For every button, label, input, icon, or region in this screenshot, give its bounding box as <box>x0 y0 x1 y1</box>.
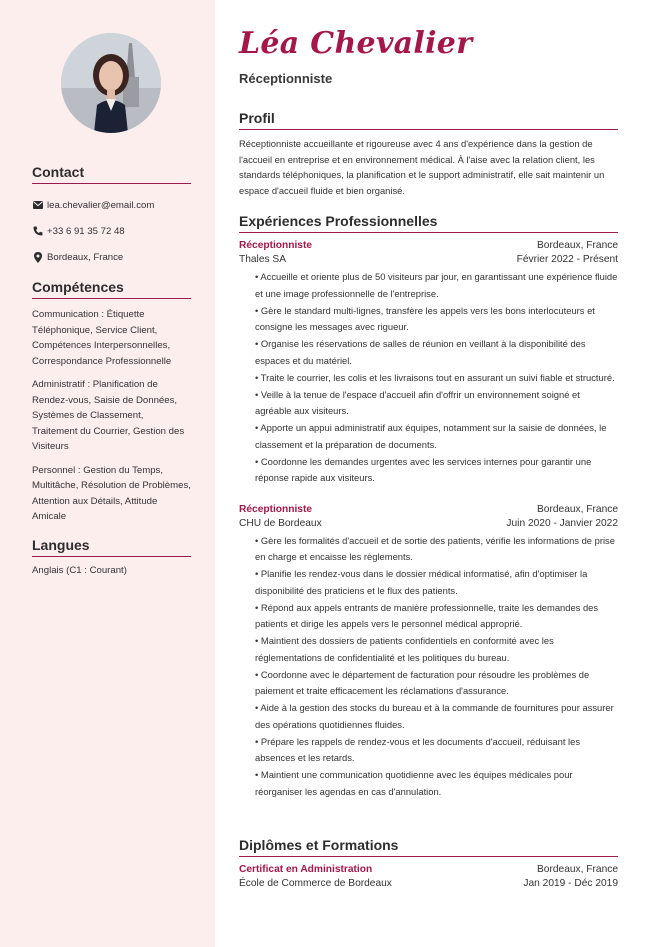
job-company: CHU de Bordeaux <box>239 517 322 529</box>
education-school: École de Commerce de Bordeaux <box>239 878 392 889</box>
list-item: • Organise les réservations de salles de réunion en veillant à la disponibilité des espaces et du matériel. <box>255 336 618 369</box>
education-section <box>239 837 618 891</box>
job-bullets <box>239 533 618 801</box>
job-location: Bordeaux, France <box>537 240 618 251</box>
education-dates: Jan 2019 - Déc 2019 <box>523 878 618 889</box>
list-item: • Maintient des dossiers de patients confidentiels en conformité avec les réglementations de confidentialité et les politiques du bureau. <box>255 633 618 666</box>
job-entry <box>239 503 618 801</box>
phone-icon <box>32 226 43 237</box>
contact-heading: Contact <box>32 164 191 184</box>
sidebar <box>0 0 215 947</box>
contact-phone[interactable] <box>32 218 191 244</box>
list-item: • Répond aux appels entrants de manière professionnelle, traite les demandes des patients et dirige les appels vers le personnel médical approprié. <box>255 600 618 633</box>
list-item: • Gère les formalités d'accueil et de sortie des patients, vérifie les informations de prise en charge et encaisse les règlements. <box>255 533 618 566</box>
profile-heading: Profil <box>239 110 618 130</box>
contact-email[interactable] <box>32 192 191 218</box>
experience-section <box>239 213 618 801</box>
profile-section <box>239 110 618 198</box>
contact-phone-text: +33 6 91 35 72 48 <box>47 225 125 237</box>
list-item: • Maintient une communication quotidienne avec les équipes médicales pour réorganiser les agendas en cas d'annulation. <box>255 767 618 800</box>
list-item: • Prépare les rappels de rendez-vous et les documents d'accueil, réduisant les absences et les retards. <box>255 734 618 767</box>
profile-photo <box>61 33 161 133</box>
job-role: Réceptionniste <box>239 240 313 251</box>
skill-group: Administratif : Planification de Rendez-vous, Saisie de Données, Systèmes de Classement, Traitement du Courrier, Gestion des Visiteurs <box>32 379 185 452</box>
education-entry <box>239 863 618 891</box>
list-item: • Gère le standard multi-lignes, transfère les appels vers les bons interlocuteurs et consigne les messages avec rigueur. <box>255 303 618 336</box>
skill-group: Communication : Étiquette Téléphonique, Service Client, Compétences Interpersonnelles, Correspondance Professionnelle <box>32 309 172 367</box>
education-location: Bordeaux, France <box>537 864 618 875</box>
list-item: • Accueille et oriente plus de 50 visiteurs par jour, en garantissant une expérience fluide et une image professionnelle de l'entreprise. <box>255 269 618 302</box>
list-item: • Coordonne les demandes urgentes avec les services internes pour garantir une réponse rapide aux visiteurs. <box>255 454 618 487</box>
education-heading: Diplômes et Formations <box>239 837 618 857</box>
list-item: • Aide à la gestion des stocks du bureau et à la commande de fournitures pour assurer des opérations quotidiennes fluides. <box>255 700 618 733</box>
job-role: Réceptionniste <box>239 503 313 515</box>
job-bullets <box>239 269 618 487</box>
skills-heading: Compétences <box>32 279 191 299</box>
languages-section <box>32 537 191 576</box>
contact-email-text: lea.chevalier@email.com <box>47 199 155 211</box>
job-company: Thales SA <box>239 254 286 265</box>
list-item: • Apporte un appui administratif aux équipes, notamment sur la saisie de données, le classement et la préparation de documents. <box>255 420 618 453</box>
contact-section <box>32 164 191 270</box>
experience-heading: Expériences Professionnelles <box>239 213 618 233</box>
list-item: • Veille à la tenue de l'espace d'accueil afin d'offrir un environnement soigné et agréable aux visiteurs. <box>255 387 618 420</box>
list-item: • Coordonne avec le département de facturation pour résoudre les problèmes de paiement et traite efficacement les réclamations d'assurance. <box>255 667 618 700</box>
languages-heading: Langues <box>32 537 191 557</box>
education-degree: Certificat en Administration <box>239 864 373 875</box>
job-entry <box>239 239 618 487</box>
contact-location <box>32 244 191 270</box>
skill-group: Personnel : Gestion du Temps, Multitâche, Résolution de Problèmes, Attention aux Détails, Attitude Amicale <box>32 464 191 522</box>
list-item: • Traite le courrier, les colis et les livraisons tout en assurant un suivi fiable et structuré. <box>255 370 618 387</box>
person-title: Réceptionniste <box>239 71 333 86</box>
person-name: Léa Chevalier <box>239 26 473 61</box>
envelope-icon <box>32 200 43 211</box>
skills-section <box>32 279 191 533</box>
job-location: Bordeaux, France <box>537 503 618 515</box>
contact-location-text: Bordeaux, France <box>47 251 124 263</box>
job-dates: Juin 2020 - Janvier 2022 <box>506 517 618 529</box>
job-dates: Février 2022 - Présent <box>516 254 618 265</box>
profile-text: Réceptionniste accueillante et rigoureuse avec 4 ans d'expérience dans la gestion de l'accueil en entreprise et en environnement médical. À l'aise avec la relation client, les standards téléphoniques, la planification et le support administratif, elle sait maintenir un espace d'accueil fluide et bien organisé. <box>239 138 605 196</box>
language-item: Anglais (C1 : Courant) <box>32 565 127 576</box>
list-item: • Planifie les rendez-vous dans le dossier médical informatisé, afin d'optimiser la disponibilité des praticiens et le flux des patients. <box>255 566 618 599</box>
location-pin-icon <box>32 252 43 263</box>
